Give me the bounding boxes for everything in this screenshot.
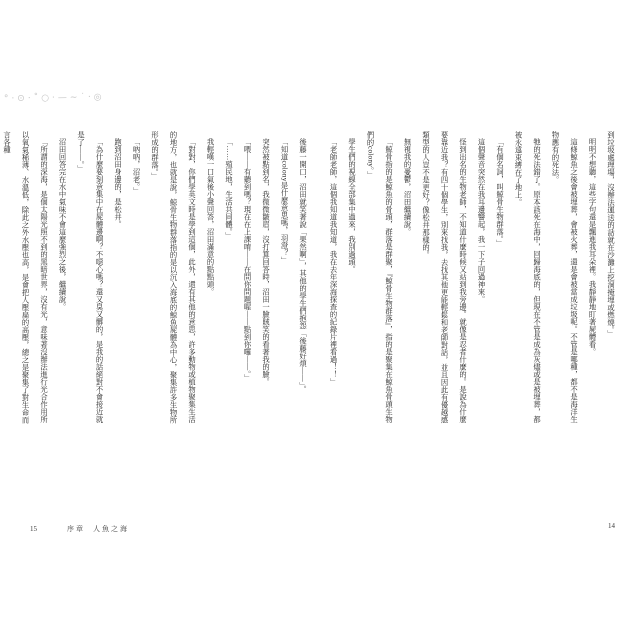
paragraph: 學生們的視線全部集中過來，我別過頭。	[348, 138, 357, 274]
paragraph: 突然被點到名，我微微皺眉，沒打算回答時，沼田一臉賊笑的看著我的臉。	[262, 138, 271, 386]
page-number-left: 15	[30, 525, 37, 533]
paragraph: 「鯨骨指的是鯨魚的骨頭，群落是群聚，『鯨骨生物群落』，指的是聚集在鯨魚骨頭生物們的colony。」	[366, 131, 394, 424]
page-left-footer	[30, 524, 129, 534]
running-title: 人魚之海	[93, 525, 129, 533]
paragraph: 怪到出名的生物老師，不知道什麼時候又站到我旁邊。就像是忍者什麼的。是說為什麼要靠近我？有四十個學生，別來找我，去找其他更能輕鬆和老師對話，並且因此有優越感類型的人豈不是更好？像松井那樣的。	[422, 131, 468, 424]
paragraph: 「吶吶，沼老。」	[132, 138, 142, 195]
paragraph: 「知道colony是什麼意思嗎，羽澄？」	[280, 138, 290, 265]
paragraph: 「……殖民地，生活共同體。」	[225, 138, 234, 240]
paragraph: 「對對，你們學英文時是學到這個，此外，還有其他的意思，許多動物或植物聚集生活的地方，也就是說，鯨骨生物群落指的是以沉入海底的鯨魚屍體為中心，聚集許多生物所形成的群落。」	[151, 131, 197, 424]
page-left-text-block	[3, 131, 312, 430]
bubble-trail-icon	[4, 92, 134, 116]
paragraph: 沼田回答完在水中氣味不會這麼強烈之後，繼續說。	[58, 138, 68, 311]
paragraph: 這個聲音突然在我耳邊響起，我一下子回過神來。	[477, 138, 487, 304]
paragraph: 跑到沼田身邊的，是松井。	[114, 138, 123, 229]
paragraph: 無視我的憂鬱，沼田繼續說。	[403, 138, 413, 236]
paragraph: 牠的死法錯了。原本該死在海中，回歸海底的，但現在不管是成為灰燼或是被埋葬，都被永遠束縛在了地上。	[514, 131, 542, 424]
paragraph: 「喂——有聽到嗎？現在在上課唷——在問你問題喔——點到你囉——。」	[243, 138, 253, 383]
paragraph: 「老師老師，這個我知道我知道，我在去年深海探查的紀錄片裡看過！！」	[329, 138, 339, 386]
page-number-right: 14	[608, 522, 615, 530]
paragraph: 「有個名詞，叫鯨骨生物群落。」	[496, 138, 505, 248]
chapter-label: 序章	[67, 525, 85, 533]
paragraph: 我輕嘆一口氣後小聲回答，沼田滿意的點點頭。	[206, 138, 216, 296]
paragraph: 明明不想聽，這些字句還是飄進我耳朵裡。我靜靜地盯著屍體看。	[588, 138, 598, 356]
bubble-trail-glyphs: °·⊙·˚○·—~˙·◎	[3, 92, 105, 105]
page-right-text-block	[320, 131, 620, 430]
paragraph: 到垃圾處理場，沒辦法運送的話就在沙灘上挖洞掩埋或燃燒。」	[607, 131, 616, 338]
paragraph: 「為什麼要刻意集中在屍體邊啊？不噁心嗎？還又臭又髒的，是我的話絕對不會接近就是了——。」	[77, 131, 105, 424]
page-right-footer	[608, 522, 615, 530]
paragraph: 後藤一開口，沼田就笑著說「果然啊」，其他的學生們抱怨「後藤好煩——」。	[299, 138, 308, 394]
paragraph: 「所謂的深海，是個太陽光照不到的黑暗世界，沒有光，意味著沒辦法進行光合作用所以氧氣稀薄、水溫低，除此之外水壓也高，是會把人壓扁的高壓，總之是聚集了對生命而言各種	[3, 131, 49, 424]
paragraph: 這條鯨魚之後會被埋葬，會被火葬，還是會被當成垃圾呢。不管是哪種，都不是海洋生物應有的死法。	[551, 131, 579, 424]
